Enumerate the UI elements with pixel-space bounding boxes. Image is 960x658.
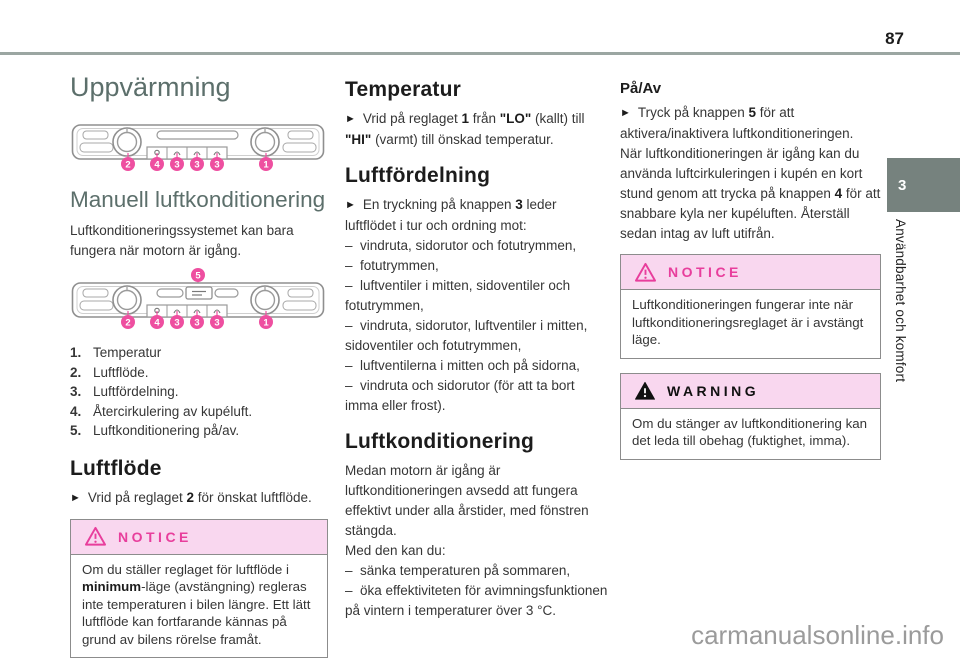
svg-text:3: 3	[194, 317, 199, 328]
legend-item: 2. Luftflöde.	[70, 363, 328, 383]
heating-panel-diagram	[70, 113, 326, 171]
svg-text:1: 1	[263, 159, 269, 170]
panel-legend-list	[70, 343, 328, 441]
intro-paragraph: Luftkonditioneringssystemet kan bara fungera när motorn är igång.	[70, 221, 328, 261]
luftkonditionering-list	[345, 561, 608, 621]
luftflode-instruction: ► Vrid på reglaget 2 för önskat luftflöde.	[70, 488, 328, 509]
notice-body: Luftkonditioneringen fungerar inte när luftkonditioneringsreglaget är i avstängt läge.	[621, 290, 880, 358]
notice-box-ac	[620, 254, 881, 359]
warning-body: Om du stänger av luftkonditionering kan det leda till obehag (fuktighet, imma).	[621, 409, 880, 459]
pa-av-instruction: ► Tryck på knappen 5 för att aktivera/inaktivera luftkonditioneringen.	[620, 103, 881, 144]
dash-item: – vindruta, sidorutor och fotutrymmen,	[345, 236, 608, 256]
luftkonditionering-paragraph: Medan motorn är igång är luftkonditioneringen avsedd att fungera effektivt under alla årstider, med fönstren stängda.	[345, 461, 608, 541]
legend-item: 3. Luftfördelning.	[70, 382, 328, 402]
dash-item: – öka effektiviteten för avimningsfunktionen på vintern i temperaturer över 3 °C.	[345, 581, 608, 621]
section-title-luftkonditionering: Luftkonditionering	[345, 430, 608, 454]
svg-text:3: 3	[174, 159, 179, 170]
notice-triangle-icon	[634, 262, 657, 283]
column-3	[620, 80, 881, 460]
dash-item: – sänka temperaturen på sommaren,	[345, 561, 608, 581]
svg-text:3: 3	[194, 159, 199, 170]
legend-item: 1. Temperatur	[70, 343, 328, 363]
section-title-uppvarmning: Uppvärmning	[70, 72, 328, 103]
chapter-number: 3	[898, 177, 906, 194]
legend-item: 4. Återcirkulering av kupéluft.	[70, 402, 328, 422]
svg-text:2: 2	[125, 159, 130, 170]
warning-header	[621, 374, 880, 409]
notice-title: NOTICE	[118, 529, 192, 545]
header-rule	[0, 52, 960, 55]
warning-triangle-icon	[634, 381, 656, 401]
section-title-pa-av: På/Av	[620, 80, 881, 97]
dash-item: – vindruta, sidorutor, luftventiler i mitten, sidoventiler och fotutrymmen,	[345, 316, 608, 356]
svg-text:2: 2	[125, 317, 130, 328]
legend-item: 5. Luftkonditionering på/av.	[70, 421, 328, 441]
column-1	[70, 72, 328, 658]
ac-panel-diagram	[70, 267, 326, 331]
section-title-luftfordelning: Luftfördelning	[345, 164, 608, 188]
notice-box-luftflode	[70, 519, 328, 658]
luftfordelning-instruction: ► En tryckning på knappen 3 leder luftflödet i tur och ordning mot:	[345, 195, 608, 236]
notice-title: NOTICE	[668, 264, 742, 280]
svg-text:1: 1	[263, 317, 269, 328]
arrow-bullet-icon: ►	[70, 492, 81, 504]
svg-text:4: 4	[154, 159, 160, 170]
warning-title: WARNING	[667, 383, 759, 399]
svg-text:4: 4	[154, 317, 160, 328]
svg-text:3: 3	[214, 317, 219, 328]
dash-item: – fotutrymmen,	[345, 256, 608, 276]
arrow-bullet-icon: ►	[345, 113, 356, 125]
dash-item: – luftventilerna i mitten och på sidorna,	[345, 356, 608, 376]
notice-triangle-icon	[84, 526, 107, 547]
pa-av-paragraph: När luftkonditioneringen är igång kan du använda luftcirkuleringen i kupén en kort stund genom att trycka på knappen 4 för att snabbare kyla ner kupéluften. Återställ sedan intag av luft utifrån.	[620, 144, 881, 244]
arrow-bullet-icon: ►	[345, 199, 356, 211]
warning-box	[620, 373, 881, 460]
dash-item: – vindruta och sidorutor (för att ta bort imma eller frost).	[345, 376, 608, 416]
temperatur-instruction: ► Vrid på reglaget 1 från "LO" (kallt) till "HI" (varmt) till önskad temperatur.	[345, 109, 608, 150]
section-title-temperatur: Temperatur	[345, 78, 608, 102]
page-number: 87	[885, 29, 904, 49]
chapter-title-vertical: Användbarhet och komfort	[893, 219, 908, 419]
dash-item: – luftventiler i mitten, sidoventiler och fotutrymmen,	[345, 276, 608, 316]
arrow-bullet-icon: ►	[620, 107, 631, 119]
notice-header	[71, 520, 327, 555]
svg-text:5: 5	[195, 270, 201, 281]
section-title-luftflode: Luftflöde	[70, 457, 328, 481]
notice-body: Om du ställer reglaget för luftflöde i minimum-läge (avstängning) regleras inte temperaturen i bilen längre. Ett lätt luftflöde kan fortfarande kännas på grund av bilens rörelse framåt.	[71, 555, 327, 658]
column-2	[345, 78, 608, 621]
notice-header	[621, 255, 880, 290]
svg-text:3: 3	[214, 159, 219, 170]
luftfordelning-list	[345, 236, 608, 416]
watermark: carmanualsonline.info	[691, 622, 944, 648]
chapter-tab	[887, 158, 960, 212]
section-title-manuell-luftkonditionering: Manuell luftkonditionering	[70, 187, 328, 213]
luftkonditionering-paragraph: Med den kan du:	[345, 541, 608, 561]
svg-text:3: 3	[174, 317, 179, 328]
